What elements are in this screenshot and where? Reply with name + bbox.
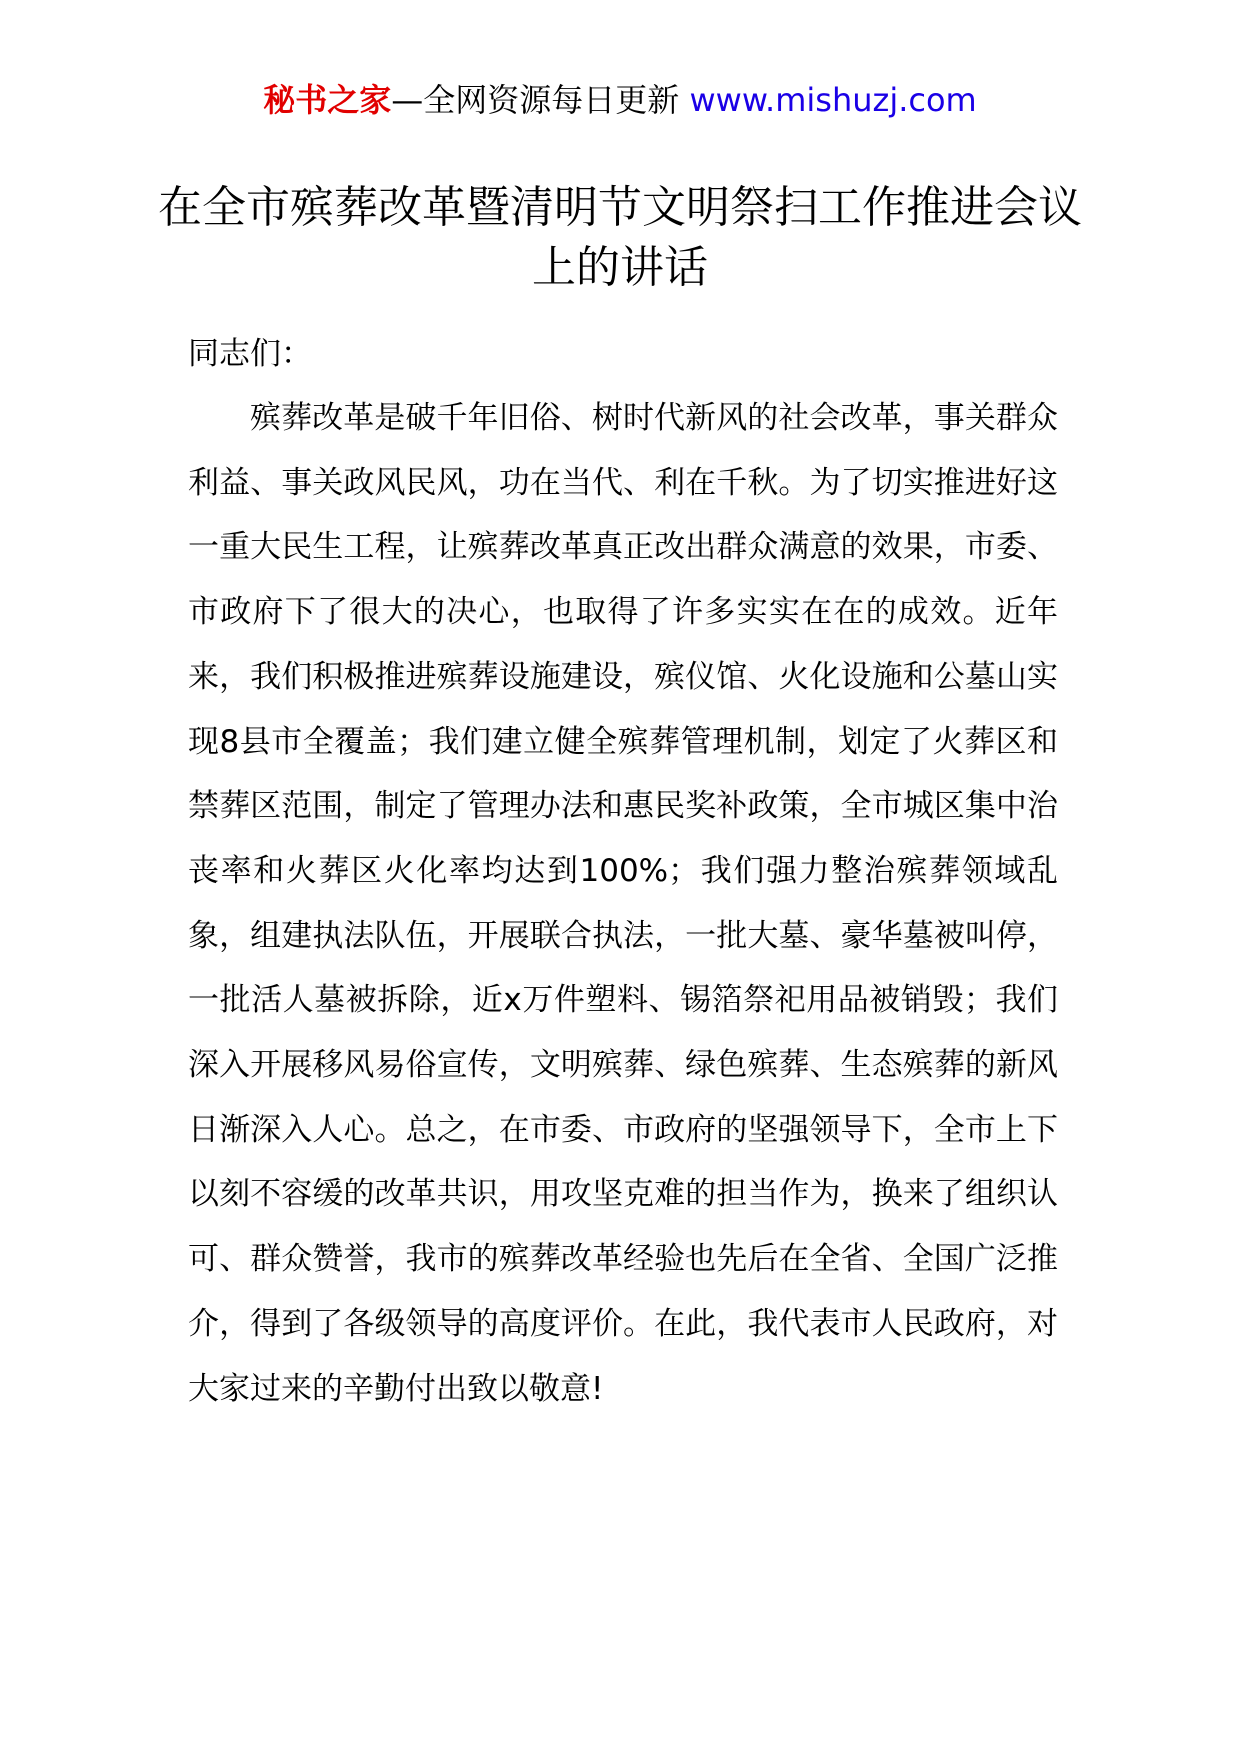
- site-header: [0, 78, 1240, 122]
- brand-name: 秘书之家: [263, 81, 392, 119]
- body-paragraph: 殡葬改革是破千年旧俗、树时代新风的社会改革，事关群众利益、事关政风民风，功在当代、利在千秋。为了切实推进好这一重大民生工程，让殡葬改革真正改出群众满意的效果，市委、市政府下了很大的决心，也取得了许多实实在在的成效。近年来，我们积极推进殡葬设施建设，殡仪馆、火化设施和公墓山实现8县市全覆盖；我们建立健全殡葬管理机制，划定了火葬区和禁葬区范围，制定了管理办法和惠民奖补政策，全市城区集中治丧率和火葬区火化率均达到100%；我们强力整治殡葬领域乱象，组建执法队伍，开展联合执法，一批大墓、豪华墓被叫停，一批活人墓被拆除，近x万件塑料、锡箔祭祀用品被销毁；我们深入开展移风易俗宣传，文明殡葬、绿色殡葬、生态殡葬的新风日渐深入人心。总之，在市委、市政府的坚强领导下，全市上下以刻不容缓的改革共识，用攻坚克难的担当作为，换来了组织认可、群众赞誉，我市的殡葬改革经验也先后在全省、全国广泛推介，得到了各级领导的高度评价。在此，我代表市人民政府，对大家过来的辛勤付出致以敬意!: [188, 400, 1058, 1407]
- document-body: [188, 322, 1058, 1421]
- site-url-link[interactable]: www.mishuzj.com: [689, 81, 977, 119]
- salutation: 同志们：: [188, 336, 312, 372]
- site-tagline: —全网资源每日更新: [391, 81, 690, 119]
- document-title: 在全市殡葬改革暨清明节文明祭扫工作推进会议上的讲话: [158, 182, 1082, 293]
